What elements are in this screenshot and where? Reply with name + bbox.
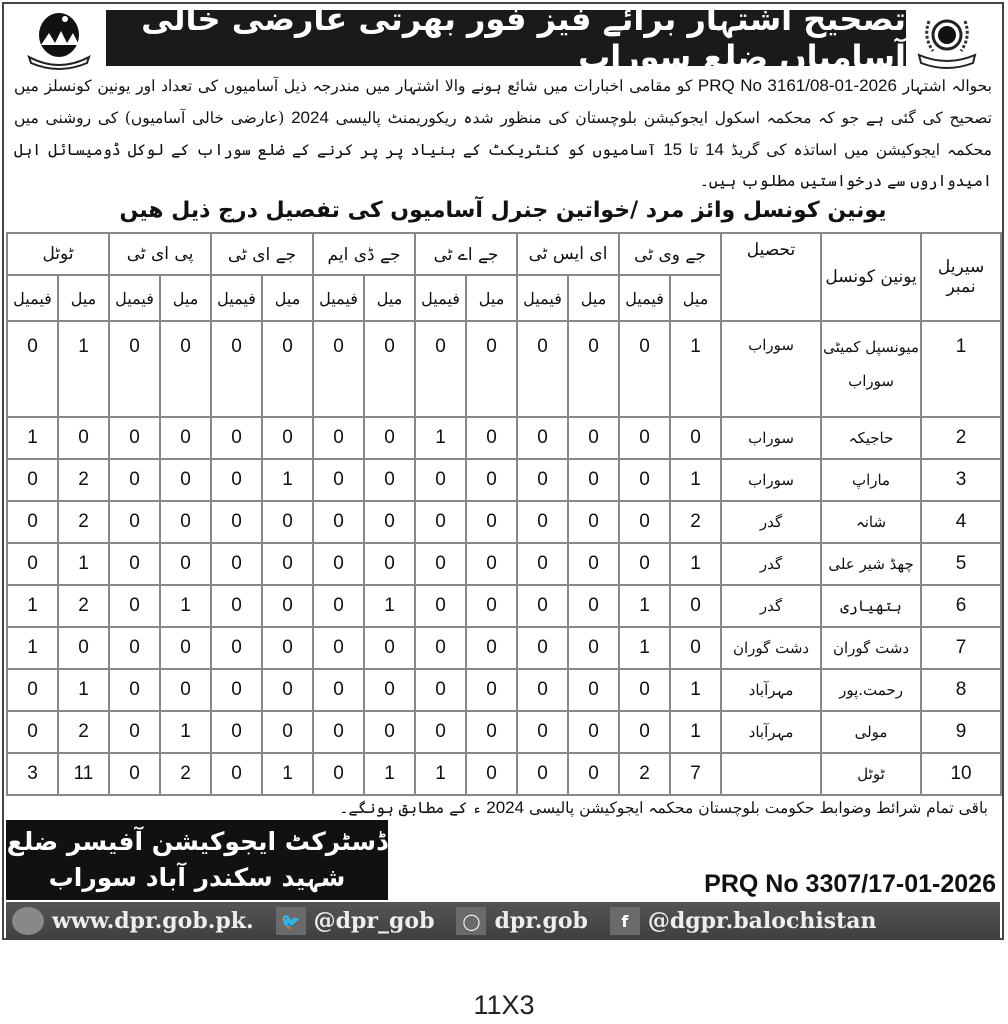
cell-count: 0 <box>568 711 619 753</box>
cell-count: 0 <box>109 417 160 459</box>
cell-count: 0 <box>415 543 466 585</box>
subheader-female: فیمیل <box>7 275 58 321</box>
cell-count: 2 <box>58 459 109 501</box>
cell-tehsil: سوراب <box>721 417 821 459</box>
cell-serial: 5 <box>921 543 1001 585</box>
cell-count: 2 <box>619 753 670 795</box>
cell-count: 0 <box>364 459 415 501</box>
cell-count: 0 <box>7 543 58 585</box>
cell-count: 0 <box>568 417 619 459</box>
cell-count: 0 <box>415 321 466 417</box>
cell-count: 0 <box>517 501 568 543</box>
cell-count: 0 <box>313 753 364 795</box>
cell-count: 0 <box>262 585 313 627</box>
subheader-male: میل <box>364 275 415 321</box>
table-body <box>7 321 1001 795</box>
cell-tehsil <box>721 753 821 795</box>
header-jvt: جے وی ٹی <box>619 233 721 275</box>
cell-count: 0 <box>466 711 517 753</box>
cell-count: 0 <box>109 501 160 543</box>
cell-count: 0 <box>211 627 262 669</box>
cell-tehsil: دشت گوران <box>721 627 821 669</box>
terms-note <box>339 798 988 818</box>
cell-count: 0 <box>211 669 262 711</box>
intro-ref-number: PRQ No 3161/08-01-2026 <box>697 76 897 95</box>
cell-count: 0 <box>211 321 262 417</box>
cell-count: 0 <box>517 711 568 753</box>
intro-grade-to: 15 <box>663 140 683 159</box>
header-est: ای ایس ٹی <box>517 233 619 275</box>
advertisement <box>2 2 1004 940</box>
cell-count: 1 <box>415 753 466 795</box>
cell-tehsil: سوراب <box>721 459 821 501</box>
cell-count: 1 <box>364 753 415 795</box>
cell-union-council: رحمت.پور <box>821 669 921 711</box>
cell-union-council: دشت گوران <box>821 627 921 669</box>
cell-tehsil: سوراب <box>721 321 821 417</box>
cell-count: 0 <box>415 585 466 627</box>
terms-note-year: 2024 <box>486 798 525 817</box>
subheader-male: میل <box>160 275 211 321</box>
cell-count: 0 <box>466 627 517 669</box>
cell-count: 0 <box>364 321 415 417</box>
cell-union-council: چھڈ شیر علی <box>821 543 921 585</box>
cell-count: 2 <box>160 753 211 795</box>
cell-count: 0 <box>211 417 262 459</box>
cell-count: 1 <box>262 753 313 795</box>
subheader-male: میل <box>466 275 517 321</box>
cell-count: 0 <box>211 753 262 795</box>
intro-year: 2024 <box>291 108 329 127</box>
cell-count: 0 <box>568 753 619 795</box>
subheader-male: میل <box>262 275 313 321</box>
cell-count: 0 <box>568 627 619 669</box>
cell-count: 0 <box>160 501 211 543</box>
officer-line-1: ڈسٹرکٹ ایجوکیشن آفیسر ضلع <box>6 827 388 856</box>
cell-count: 0 <box>262 321 313 417</box>
cell-count: 0 <box>466 753 517 795</box>
cell-count: 0 <box>211 543 262 585</box>
subheader-female: فیمیل <box>211 275 262 321</box>
cell-serial: 1 <box>921 321 1001 417</box>
cell-count: 0 <box>619 321 670 417</box>
cell-count: 0 <box>568 585 619 627</box>
website-text: www.dpr.gob.pk. <box>52 908 254 934</box>
cell-count: 0 <box>313 627 364 669</box>
cell-count: 0 <box>415 711 466 753</box>
cell-count: 0 <box>7 669 58 711</box>
vacancies-table <box>6 232 1002 796</box>
cell-count: 0 <box>262 501 313 543</box>
twitter-link[interactable] <box>276 907 435 935</box>
subheader-female: فیمیل <box>517 275 568 321</box>
cell-count: 1 <box>619 627 670 669</box>
cell-count: 0 <box>670 627 721 669</box>
cell-count: 0 <box>7 501 58 543</box>
cell-count: 0 <box>313 711 364 753</box>
intro-grade-from: 14 <box>705 140 725 159</box>
cell-count: 0 <box>619 543 670 585</box>
cell-count: 1 <box>364 585 415 627</box>
cell-count: 1 <box>670 543 721 585</box>
cell-count: 1 <box>670 459 721 501</box>
cell-tehsil: گدر <box>721 543 821 585</box>
cell-count: 0 <box>517 585 568 627</box>
cell-union-council: ہتھیاری <box>821 585 921 627</box>
cell-union-council: مولی <box>821 711 921 753</box>
table-row <box>7 627 1001 669</box>
table-title: یونین کونسل وائز مرد /خواتین جنرل آسامیوں کی تفصیل درج ذیل ھیں <box>119 198 887 223</box>
twitter-icon: 🐦 <box>276 907 306 935</box>
cell-count: 0 <box>211 459 262 501</box>
cell-union-council: ماراپ <box>821 459 921 501</box>
terms-note-part2: ء کے مطابق ہونگے۔ <box>339 799 482 817</box>
cell-count: 0 <box>313 543 364 585</box>
cell-serial: 2 <box>921 417 1001 459</box>
balochistan-emblem-icon <box>18 10 100 72</box>
intro-part1: بحوالہ اشتہار <box>902 77 992 95</box>
cell-count: 0 <box>262 669 313 711</box>
cell-serial: 10 <box>921 753 1001 795</box>
header-tehsil: تحصیل <box>721 233 821 321</box>
intro-part3: (عارضی خالی آسامیوں) کی روشنی میں محکمہ ایجوکیشن میں اساتذہ کی گریڈ <box>14 109 992 159</box>
cell-count: 0 <box>466 669 517 711</box>
cell-count: 1 <box>670 711 721 753</box>
cell-tehsil: مہرآباد <box>721 669 821 711</box>
cell-count: 0 <box>58 417 109 459</box>
cell-tehsil: گدر <box>721 585 821 627</box>
cell-count: 0 <box>7 321 58 417</box>
website-link[interactable] <box>12 907 254 935</box>
cell-count: 0 <box>211 585 262 627</box>
cell-count: 11 <box>58 753 109 795</box>
cell-count: 0 <box>568 321 619 417</box>
header-total: ٹوٹل <box>7 233 109 275</box>
cell-count: 0 <box>517 627 568 669</box>
cell-tehsil: گدر <box>721 501 821 543</box>
cell-count: 0 <box>670 585 721 627</box>
cell-count: 0 <box>160 669 211 711</box>
cell-count: 0 <box>313 669 364 711</box>
intro-part2: کو مقامی اخبارات میں شائع ہونے والا اشتہار میں مندرجہ ذیل آسامیوں کی تعداد اور یونین کونسلز میں تصحیح کی گئی ہے جو کہ محکمہ اسکول ایجوکیشن بلوچستان کی منظور شدہ ریکوریمنٹ پالیسی <box>14 77 992 127</box>
table-row <box>7 585 1001 627</box>
cell-union-council: میونسپل کمیٹی سوراب <box>821 321 921 417</box>
cell-count: 0 <box>415 459 466 501</box>
cell-serial: 7 <box>921 627 1001 669</box>
header-jat: جے اے ٹی <box>415 233 517 275</box>
cell-count: 0 <box>313 321 364 417</box>
cell-count: 0 <box>160 543 211 585</box>
cell-count: 0 <box>619 711 670 753</box>
officer-line-2: شہید سکندر آباد سوراب <box>48 863 346 892</box>
table-row <box>7 669 1001 711</box>
cell-count: 0 <box>466 321 517 417</box>
table-row <box>7 459 1001 501</box>
cell-count: 0 <box>568 501 619 543</box>
cell-serial: 8 <box>921 669 1001 711</box>
cell-count: 0 <box>517 321 568 417</box>
cell-count: 0 <box>211 501 262 543</box>
cell-count: 0 <box>619 417 670 459</box>
cell-count: 0 <box>466 501 517 543</box>
prq-reference: PRQ No 3307/17-01-2026 <box>704 870 996 898</box>
cell-count: 2 <box>670 501 721 543</box>
cell-count: 1 <box>160 585 211 627</box>
header-union-council: یونین کونسل <box>821 233 921 321</box>
cell-serial: 9 <box>921 711 1001 753</box>
social-bar <box>6 902 1000 940</box>
globe-icon <box>12 907 44 935</box>
cell-count: 2 <box>58 501 109 543</box>
cell-count: 0 <box>109 627 160 669</box>
subheader-female: فیمیل <box>313 275 364 321</box>
cell-count: 0 <box>7 459 58 501</box>
table-row <box>7 417 1001 459</box>
cell-count: 0 <box>415 669 466 711</box>
cell-count: 0 <box>109 585 160 627</box>
cell-count: 1 <box>7 585 58 627</box>
table-row <box>7 501 1001 543</box>
cell-count: 0 <box>415 501 466 543</box>
header-jet: جے ای ٹی <box>211 233 313 275</box>
ad-title: تصحیح اشتہار برائے فیز فور بھرتی عارضی خالی آسامیاں ضلع سوراب <box>106 10 906 66</box>
cell-count: 2 <box>58 711 109 753</box>
cell-serial: 3 <box>921 459 1001 501</box>
subheader-female: فیمیل <box>109 275 160 321</box>
cell-count: 0 <box>364 627 415 669</box>
cell-count: 7 <box>670 753 721 795</box>
cell-count: 0 <box>109 711 160 753</box>
header-pet: پی ای ٹی <box>109 233 211 275</box>
intro-grade-to-word: تا <box>689 141 699 159</box>
cell-count: 0 <box>517 753 568 795</box>
issuing-officer <box>6 820 388 900</box>
cell-count: 1 <box>670 669 721 711</box>
cell-count: 1 <box>7 417 58 459</box>
cell-count: 0 <box>109 669 160 711</box>
cell-count: 0 <box>262 543 313 585</box>
cell-serial: 6 <box>921 585 1001 627</box>
cell-count: 0 <box>619 669 670 711</box>
ad-size-label: 11X3 <box>473 990 535 1020</box>
facebook-link[interactable] <box>610 907 877 935</box>
cell-count: 1 <box>415 417 466 459</box>
cell-count: 1 <box>58 669 109 711</box>
cell-count: 0 <box>109 543 160 585</box>
cell-count: 0 <box>109 459 160 501</box>
header-serial: سیریل نمبر <box>921 233 1001 321</box>
instagram-link[interactable] <box>456 907 587 935</box>
subheader-female: فیمیل <box>415 275 466 321</box>
table-header-row <box>7 233 1001 275</box>
cell-count: 1 <box>7 627 58 669</box>
cell-count: 0 <box>364 711 415 753</box>
cell-count: 0 <box>415 627 466 669</box>
subheader-male: میل <box>58 275 109 321</box>
table-row <box>7 543 1001 585</box>
cell-count: 0 <box>568 669 619 711</box>
cell-count: 0 <box>262 417 313 459</box>
cell-count: 1 <box>670 321 721 417</box>
cell-count: 0 <box>466 417 517 459</box>
intro-part4: آسامیوں کو کنٹریکٹ کے بنیاد پر پر کرنے کے ضلع سوراب کے لوکل ڈومیسائل اہل امیدواروں سے درخواستیں مطلوب ہیں۔ <box>14 141 992 190</box>
cell-count: 0 <box>262 711 313 753</box>
cell-count: 0 <box>364 501 415 543</box>
subheader-male: میل <box>670 275 721 321</box>
cell-count: 0 <box>160 321 211 417</box>
education-department-emblem-icon <box>906 10 988 72</box>
cell-count: 0 <box>466 543 517 585</box>
cell-count: 0 <box>109 753 160 795</box>
twitter-handle: @dpr_gob <box>313 908 435 934</box>
cell-count: 0 <box>517 417 568 459</box>
cell-union-council: شانہ <box>821 501 921 543</box>
cell-count: 0 <box>313 501 364 543</box>
cell-count: 0 <box>262 627 313 669</box>
facebook-handle: @dgpr.balochistan <box>647 908 877 934</box>
cell-count: 1 <box>58 543 109 585</box>
table-row <box>7 711 1001 753</box>
cell-count: 0 <box>466 585 517 627</box>
cell-count: 0 <box>619 459 670 501</box>
subheader-male: میل <box>568 275 619 321</box>
cell-count: 3 <box>7 753 58 795</box>
facebook-icon: f <box>610 907 640 935</box>
cell-count: 1 <box>58 321 109 417</box>
cell-count: 0 <box>364 669 415 711</box>
table-row <box>7 753 1001 795</box>
cell-tehsil: مہرآباد <box>721 711 821 753</box>
cell-count: 0 <box>670 417 721 459</box>
cell-count: 0 <box>619 501 670 543</box>
cell-serial: 4 <box>921 501 1001 543</box>
cell-count: 0 <box>160 459 211 501</box>
cell-count: 0 <box>364 417 415 459</box>
cell-count: 0 <box>313 585 364 627</box>
cell-count: 2 <box>58 585 109 627</box>
cell-union-council: ٹوٹل <box>821 753 921 795</box>
cell-count: 0 <box>211 711 262 753</box>
cell-count: 0 <box>160 417 211 459</box>
cell-count: 0 <box>466 459 517 501</box>
instagram-handle: dpr.gob <box>494 908 588 934</box>
cell-count: 0 <box>7 711 58 753</box>
terms-note-part1: باقی تمام شرائط وضوابط حکومت بلوچستان محکمہ ایجوکیشن پالیسی <box>529 799 988 817</box>
instagram-icon: ◯ <box>456 907 486 935</box>
intro-paragraph <box>14 70 992 197</box>
cell-count: 0 <box>160 627 211 669</box>
cell-count: 0 <box>517 669 568 711</box>
cell-count: 0 <box>517 543 568 585</box>
cell-count: 0 <box>517 459 568 501</box>
cell-count: 0 <box>58 627 109 669</box>
cell-count: 0 <box>568 459 619 501</box>
cell-count: 0 <box>568 543 619 585</box>
cell-count: 1 <box>262 459 313 501</box>
table-row <box>7 321 1001 417</box>
cell-count: 0 <box>109 321 160 417</box>
cell-union-council: حاجیکہ <box>821 417 921 459</box>
cell-count: 1 <box>160 711 211 753</box>
header-jdm: جے ڈی ایم <box>313 233 415 275</box>
cell-count: 0 <box>313 417 364 459</box>
cell-count: 1 <box>619 585 670 627</box>
cell-count: 0 <box>364 543 415 585</box>
cell-count: 0 <box>313 459 364 501</box>
subheader-female: فیمیل <box>619 275 670 321</box>
